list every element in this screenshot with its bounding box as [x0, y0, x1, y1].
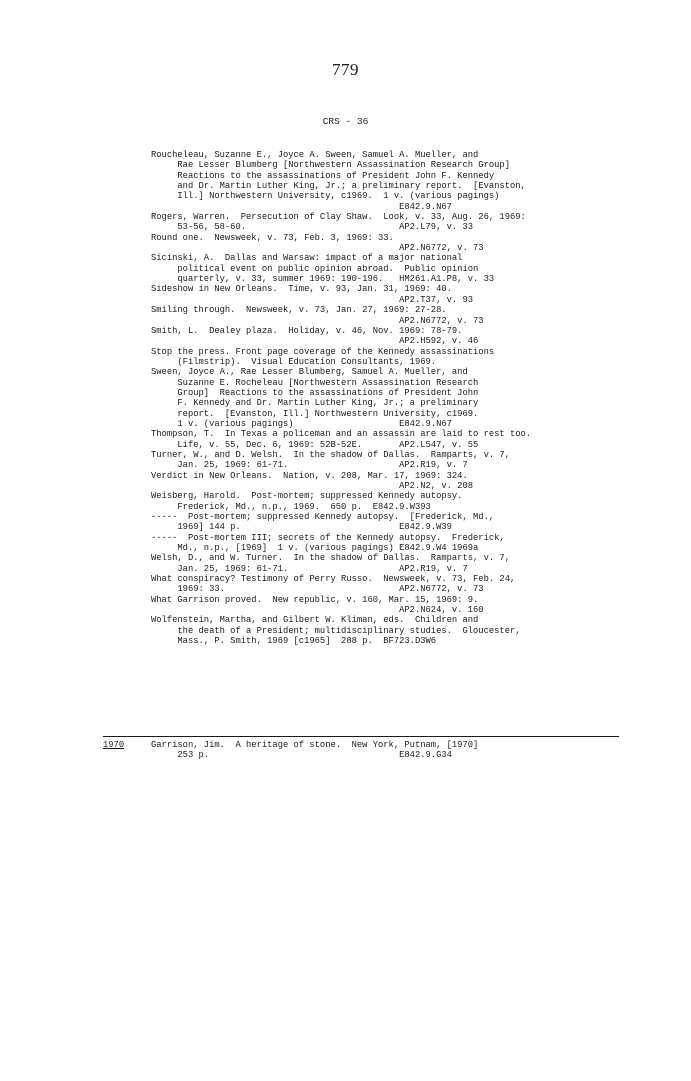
bib-line: (Filmstrip). Visual Education Consultants, 1969.	[151, 356, 437, 367]
bib-line: Verdict in New Orleans. Nation, v. 208, Mar. 17, 1969: 324.	[151, 470, 468, 481]
bib-line: 53-56, 58-60. AP2.L79, v. 33	[151, 222, 474, 233]
bib-line: ----- Post-mortem; suppressed Kennedy autopsy. [Frederick, Md.,	[151, 512, 495, 523]
bib-line: Smiling through. Newsweek, v. 73, Jan. 27, 1969: 27-28.	[151, 305, 447, 316]
bib-line: Suzanne E. Rocheleau [Northwestern Assassination Research	[151, 377, 479, 388]
bib-line: E842.9.N67	[151, 201, 452, 212]
bib-line: Sicinski, A. Dallas and Warsaw: impact of a major national	[151, 253, 463, 264]
bib-line: F. Kennedy and Dr. Martin Luther King, Jr.; a preliminary	[151, 398, 479, 409]
bib-line: Thompson, T. In Texas a policeman and an assassin are laid to rest too.	[151, 429, 532, 440]
bib-line: What Garrison proved. New republic, v. 160, Mar. 15, 1969: 9.	[151, 594, 479, 605]
bib-line: Round one. Newsweek, v. 73, Feb. 3, 1969: 33.	[151, 232, 394, 243]
bib-line: 253 p. E842.9.G34	[151, 750, 452, 761]
year-separator-line	[103, 736, 619, 737]
bib-line: Weisberg, Harold. Post-mortem; suppressed Kennedy autopsy.	[151, 491, 463, 502]
bib-line: Smith, L. Dealey plaza. Holiday, v. 46, Nov. 1969: 78-79.	[151, 325, 463, 336]
bib-line: AP2.N6772, v. 73	[151, 243, 484, 254]
bib-line: Rogers, Warren. Persecution of Clay Shaw. Look, v. 33, Aug. 26, 1969:	[151, 212, 526, 223]
bib-line: Group] Reactions to the assassinations of President John	[151, 387, 479, 398]
page-number: 779	[332, 60, 359, 79]
bib-line: 1969: 33. AP2.N6772, v. 73	[151, 584, 484, 595]
bib-line: Md., n.p., [1969] 1 v. (various pagings) E842.9.W4 1969a	[151, 543, 479, 554]
bib-line: the death of a President; multidisciplinary studies. Gloucester,	[151, 625, 521, 636]
bib-line: Sideshow in New Orleans. Time, v. 93, Jan. 31, 1969: 40.	[151, 284, 452, 295]
bib-line: Welsh, D., and W. Turner. In the shadow of Dallas. Ramparts, v. 7,	[151, 553, 510, 564]
bib-line: Rae Lesser Blumberg [Northwestern Assassination Research Group]	[151, 160, 510, 171]
bib-line: Turner, W., and D. Welsh. In the shadow of Dallas. Ramparts, v. 7,	[151, 449, 510, 460]
bib-line: ----- Post-mortem III; secrets of the Kennedy autopsy. Frederick,	[151, 532, 505, 543]
bib-line: Jan. 25, 1969: 61-71. AP2.R19, v. 7	[151, 563, 468, 574]
bib-line: Sween, Joyce A., Rae Lesser Blumberg, Samuel A. Mueller, and	[151, 367, 468, 378]
bib-line: Reactions to the assassinations of President John F. Kennedy	[151, 170, 495, 181]
bib-line: Life, v. 55, Dec. 6, 1969: 52B-52E. AP2.L547, v. 55	[151, 439, 479, 450]
bib-line: Jan. 25, 1969: 61-71. AP2.R19, v. 7	[151, 460, 468, 471]
bib-line: report. [Evanston, Ill.] Northwestern University, c1969.	[151, 408, 479, 419]
bib-line: Wolfenstein, Martha, and Gilbert W. Kliman, eds. Children and	[151, 615, 479, 626]
bibliography-1970	[151, 740, 611, 761]
bibliography-1969	[151, 150, 611, 647]
bib-line: Stop the press. Front page coverage of the Kennedy assassinations	[151, 346, 495, 357]
bib-line: quarterly, v. 33, summer 1969: 190-196. HM261.A1.P8, v. 33	[151, 274, 495, 285]
bib-line: Roucheleau, Suzanne E., Joyce A. Sween, Samuel A. Mueller, and	[151, 150, 479, 160]
bib-line: Garrison, Jim. A heritage of stone. New York, Putnam, [1970]	[151, 740, 479, 750]
year-marker: 1970	[103, 740, 125, 750]
bib-line: AP2.H592, v. 46	[151, 336, 479, 347]
bib-line: Ill.] Northwestern University, c1969. 1 v. (various pagings)	[151, 191, 500, 202]
bib-line: 1969] 144 p. E842.9.W39	[151, 522, 452, 533]
bib-line: political event on public opinion abroad. Public opinion	[151, 263, 479, 274]
bib-line: What conspiracy? Testimony of Perry Russo. Newsweek, v. 73, Feb. 24,	[151, 574, 516, 585]
bib-line: AP2.T37, v. 93	[151, 294, 474, 305]
header-code: CRS - 36	[322, 116, 369, 127]
bib-line: Mass., P. Smith, 1969 [c1965] 288 p. BF723.D3W6	[151, 636, 437, 647]
bib-line: and Dr. Martin Luther King, Jr.; a preliminary report. [Evanston,	[151, 181, 526, 192]
bib-line: 1 v. (various pagings) E842.9.N67	[151, 418, 452, 429]
bib-line: AP2.N624, v. 160	[151, 605, 484, 616]
bib-line: AP2.N6772, v. 73	[151, 315, 484, 326]
bib-line: Frederick, Md., n.p., 1969. 650 p. E842.9.W393	[151, 501, 431, 512]
bib-line: AP2.N2, v. 208	[151, 481, 474, 491]
